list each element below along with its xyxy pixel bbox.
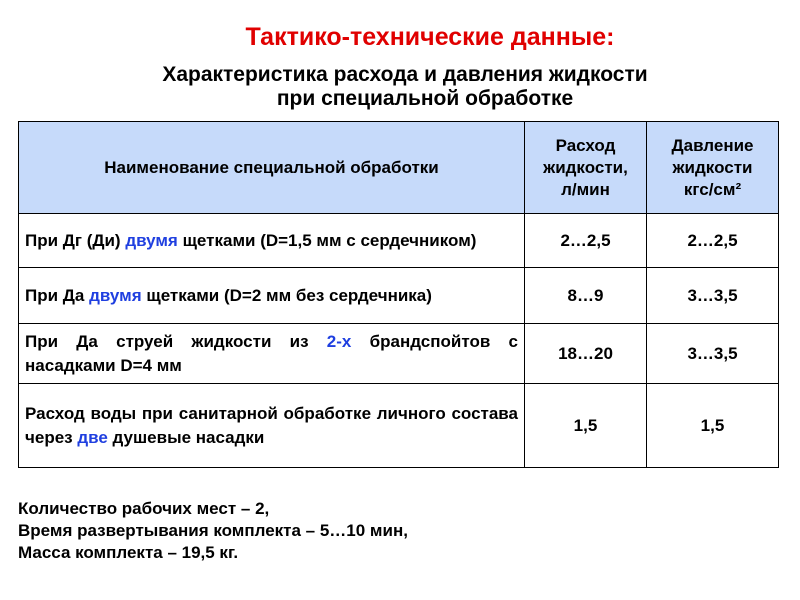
- header-flow-line-3: л/мин: [561, 179, 610, 199]
- header-pressure: [647, 122, 779, 214]
- workplaces-count: Количество рабочих мест – 2,: [18, 499, 270, 518]
- row-pressure: 1,5: [647, 384, 779, 468]
- subtitle-line-2: при специальной обработке: [276, 87, 574, 110]
- row-name: [19, 324, 525, 384]
- row-name-text: При Да струей жидкости из: [25, 331, 327, 351]
- table-row: [19, 384, 779, 468]
- row-name-text: брандспойтов с насадками D=4 мм: [25, 331, 518, 375]
- row-name-text: Расход воды при санитарной обработке личного состава через: [25, 403, 518, 447]
- row-pressure: 3…3,5: [647, 324, 779, 384]
- row-flow: 2…2,5: [525, 214, 647, 268]
- row-pressure: 2…2,5: [647, 214, 779, 268]
- row-name: [19, 268, 525, 324]
- header-pressure-line-1: Давление: [671, 135, 754, 155]
- header-pressure-line-2: жидкости: [672, 157, 753, 177]
- table-row: [19, 268, 779, 324]
- row-name-highlight: 2-х: [326, 331, 352, 351]
- kit-mass: Масса комплекта – 19,5 кг.: [18, 543, 239, 562]
- row-name-text: щетками (D=1,5 мм с сердечником): [177, 230, 477, 250]
- row-name: [19, 384, 525, 468]
- row-pressure: 3…3,5: [647, 268, 779, 324]
- row-name-text: душевые насадки: [107, 427, 265, 447]
- table-row: [19, 214, 779, 268]
- header-name: [19, 122, 525, 214]
- kit-summary: [18, 498, 408, 564]
- row-flow: 8…9: [525, 268, 647, 324]
- deployment-time: Время развертывания комплекта – 5…10 мин,: [18, 521, 408, 540]
- row-name-highlight: двумя: [89, 285, 142, 305]
- table-row: [19, 324, 779, 384]
- row-flow: 18…20: [525, 324, 647, 384]
- header-flow-line-1: Расход: [555, 135, 616, 155]
- row-name: [19, 214, 525, 268]
- specs-table: [18, 121, 779, 468]
- header-pressure-line-3: кгс/см²: [683, 179, 742, 199]
- row-name-text: щетками (D=2 мм без сердечника): [141, 285, 432, 305]
- header-name-text: Наименование специальной обработки: [104, 157, 439, 177]
- header-flow-line-2: жидкости,: [543, 157, 628, 177]
- row-flow: 1,5: [525, 384, 647, 468]
- header-flow: [525, 122, 647, 214]
- subtitle-line-1: Характеристика расхода и давления жидкости: [162, 63, 648, 86]
- row-name-text: При Дг (Ди): [25, 230, 126, 250]
- row-name-highlight: двумя: [125, 230, 178, 250]
- row-name-highlight: две: [77, 427, 108, 447]
- row-name-text: При Да: [25, 285, 90, 305]
- page-title: Тактико-технические данные:: [245, 23, 615, 51]
- table-header-row: [19, 122, 779, 214]
- page-subtitle: [0, 63, 800, 111]
